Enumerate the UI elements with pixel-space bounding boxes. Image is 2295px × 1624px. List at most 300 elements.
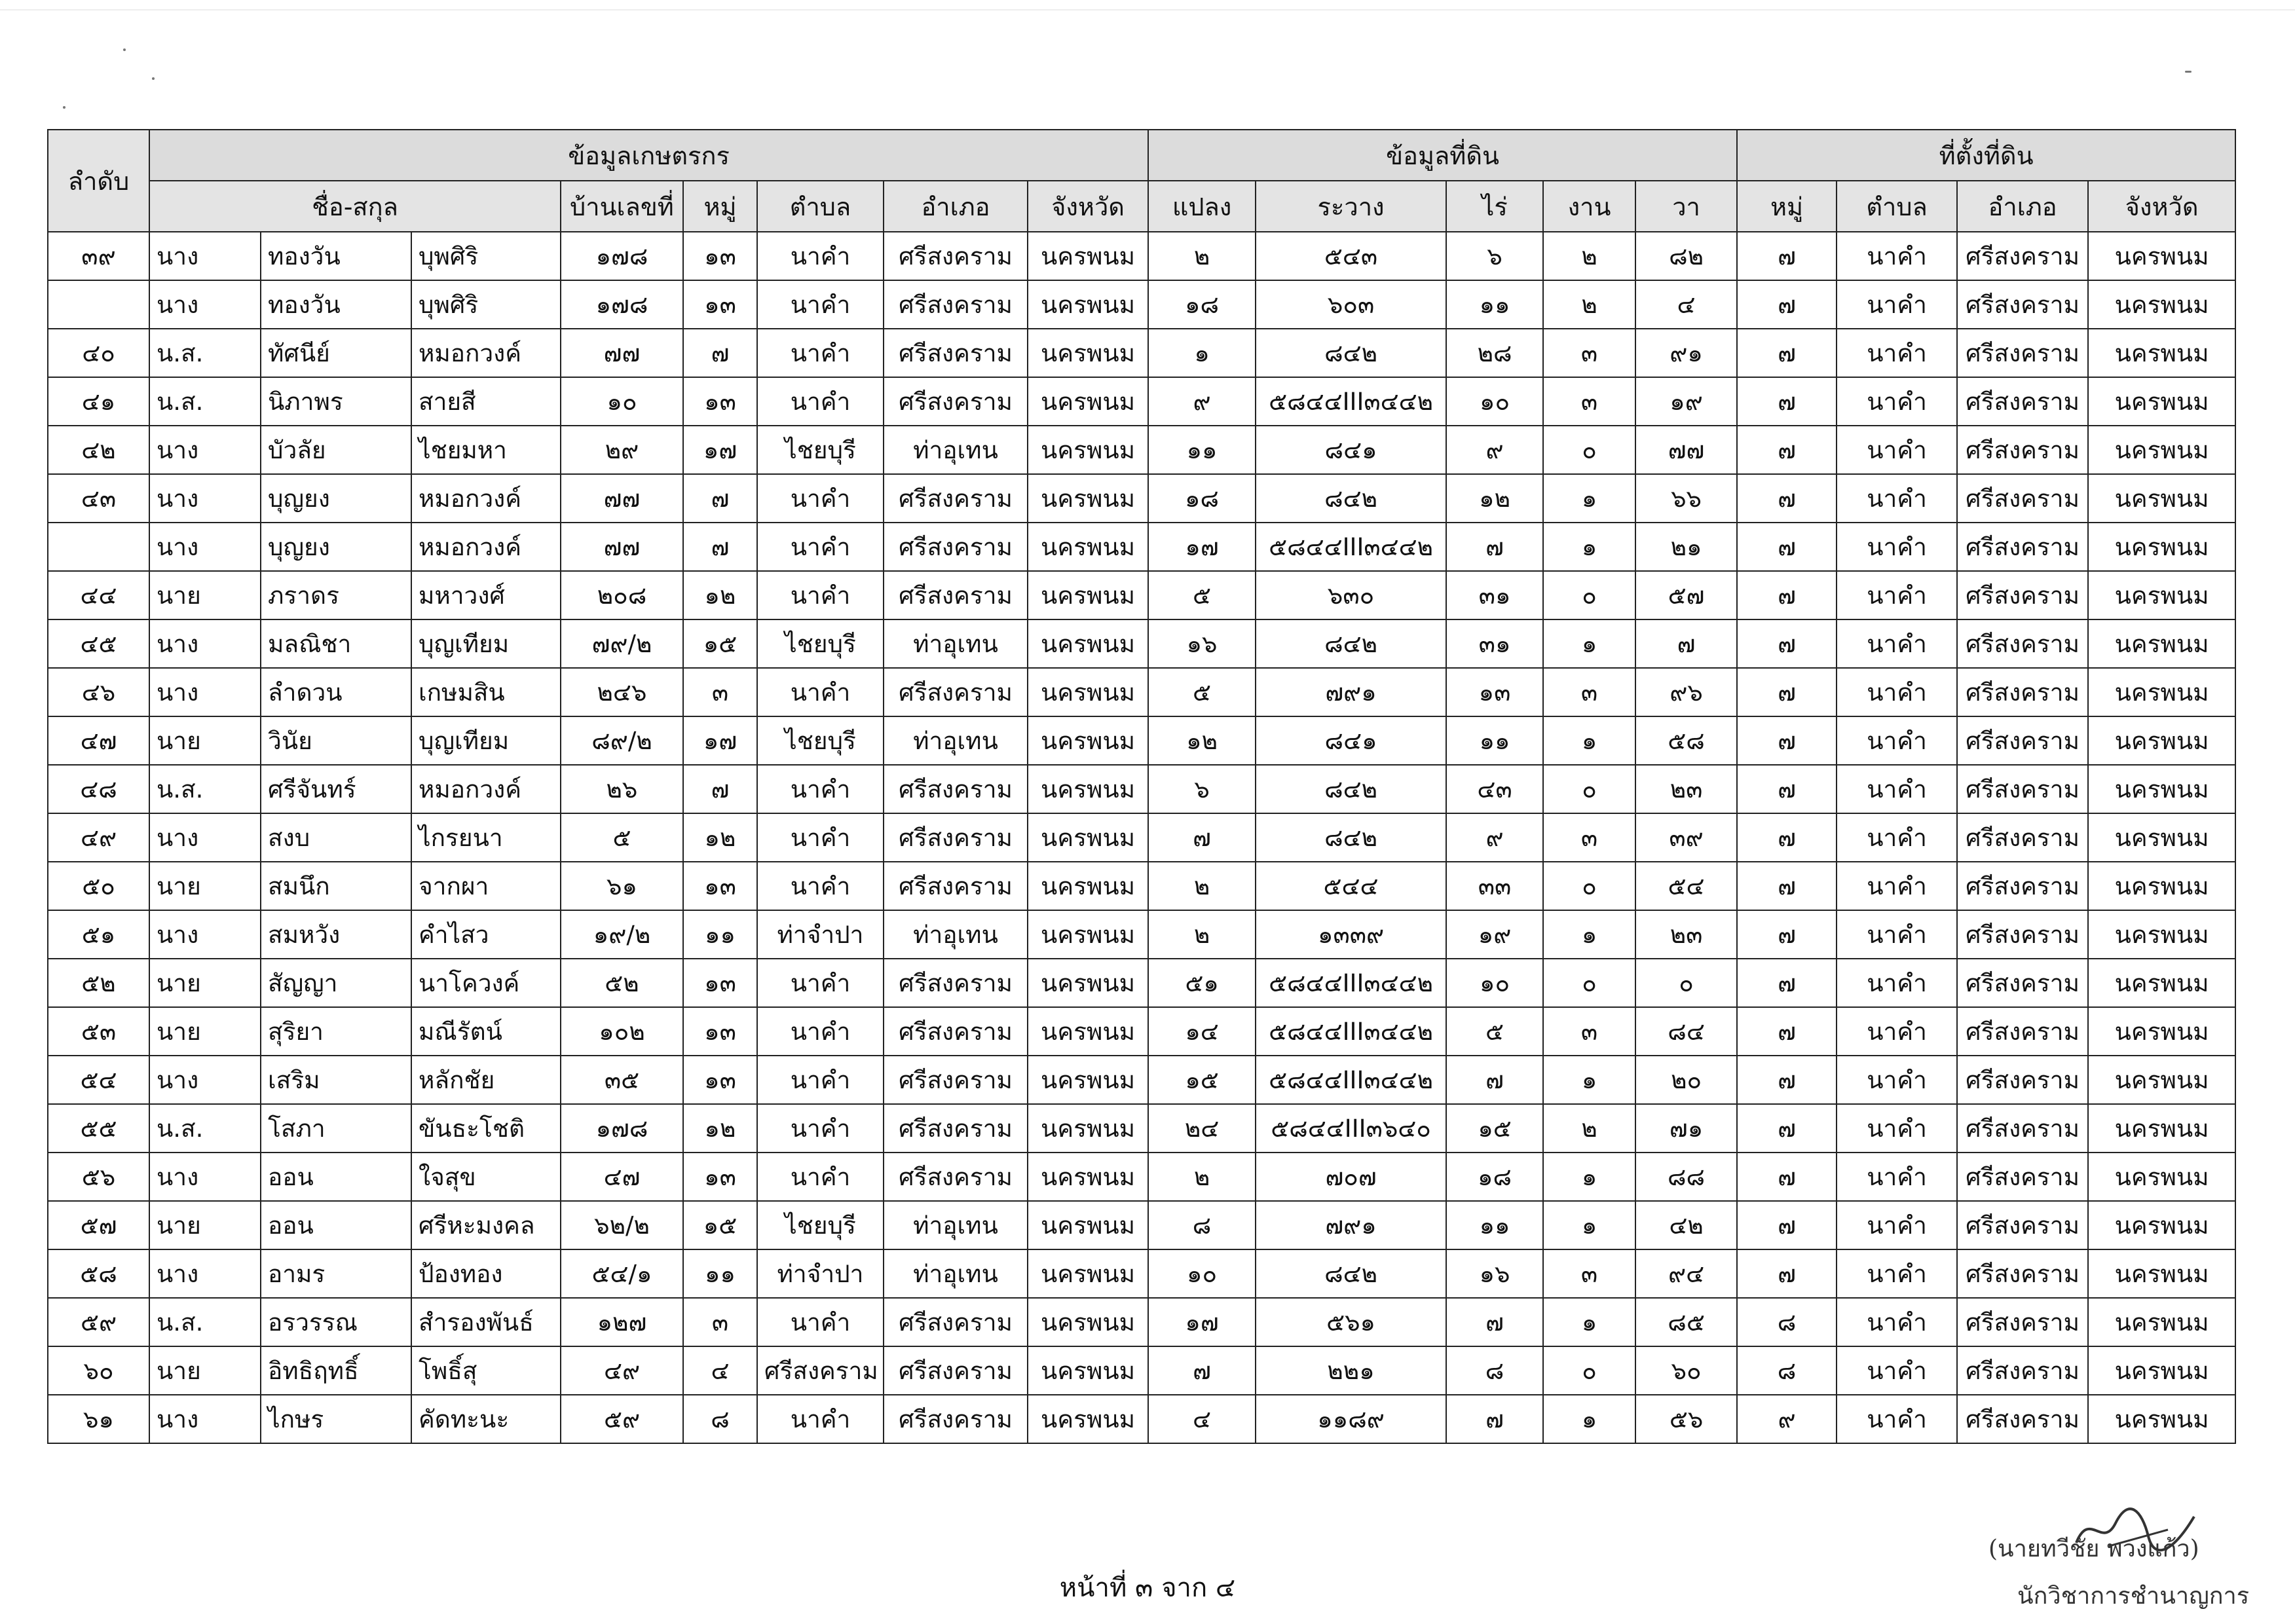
table-row <box>48 280 2235 329</box>
cell-moo: ๗ <box>683 765 757 813</box>
cell-tambon: นาคำ <box>757 1104 884 1153</box>
cell-rawang: ๖๓๐ <box>1256 571 1446 619</box>
table-row <box>48 1153 2235 1201</box>
cell-rai: ๓๑ <box>1446 619 1543 668</box>
cell-province: นครพนม <box>1028 523 1148 571</box>
cell-moo: ๑๓ <box>683 959 757 1007</box>
cell-order: ๔๙ <box>48 813 149 862</box>
cell-rawang: ๘๔๑ <box>1256 426 1446 474</box>
cell-tambon: นาคำ <box>757 571 884 619</box>
cell-last-name: นาโควงค์ <box>411 959 561 1007</box>
cell-wa: ๖๖ <box>1635 474 1737 523</box>
cell-loc-tambon: นาคำ <box>1837 765 1957 813</box>
cell-rawang: ๕๔๓ <box>1256 232 1446 280</box>
cell-rai: ๒๘ <box>1446 329 1543 377</box>
cell-title: นาง <box>149 619 261 668</box>
cell-loc-moo: ๗ <box>1737 1104 1837 1153</box>
cell-loc-tambon: นาคำ <box>1837 474 1957 523</box>
cell-loc-moo: ๗ <box>1737 1056 1837 1104</box>
cell-loc-amphoe: ศรีสงคราม <box>1957 1104 2088 1153</box>
header-plot: แปลง <box>1148 181 1256 232</box>
cell-moo: ๑๓ <box>683 280 757 329</box>
cell-amphoe: ศรีสงคราม <box>884 1007 1028 1056</box>
cell-province: นครพนม <box>1028 1201 1148 1249</box>
cell-loc-province: นครพนม <box>2088 426 2235 474</box>
table-row <box>48 1007 2235 1056</box>
cell-moo: ๗ <box>683 523 757 571</box>
cell-amphoe: ศรีสงคราม <box>884 668 1028 716</box>
cell-first-name: ออน <box>261 1153 411 1201</box>
cell-last-name: มหาวงศ์ <box>411 571 561 619</box>
cell-title: นาง <box>149 523 261 571</box>
cell-wa: ๒๓ <box>1635 765 1737 813</box>
cell-rai: ๑๖ <box>1446 1249 1543 1298</box>
table-row <box>48 959 2235 1007</box>
cell-first-name: นิภาพร <box>261 377 411 426</box>
cell-rai: ๙ <box>1446 813 1543 862</box>
cell-loc-moo: ๘ <box>1737 1298 1837 1346</box>
cell-plot: ๑๐ <box>1148 1249 1256 1298</box>
cell-loc-province: นครพนม <box>2088 619 2235 668</box>
cell-rawang: ๕๖๑ <box>1256 1298 1446 1346</box>
cell-order: ๕๐ <box>48 862 149 910</box>
cell-tambon: นาคำ <box>757 329 884 377</box>
cell-loc-province: นครพนม <box>2088 1298 2235 1346</box>
cell-title: นาง <box>149 232 261 280</box>
cell-province: นครพนม <box>1028 280 1148 329</box>
cell-house-no: ๑๗๘ <box>561 1104 683 1153</box>
cell-rai: ๑๑ <box>1446 716 1543 765</box>
cell-wa: ๙๔ <box>1635 1249 1737 1298</box>
cell-rai: ๔๓ <box>1446 765 1543 813</box>
cell-tambon: ไชยบุรี <box>757 716 884 765</box>
cell-order <box>48 523 149 571</box>
cell-plot: ๕ <box>1148 571 1256 619</box>
cell-province: นครพนม <box>1028 474 1148 523</box>
cell-moo: ๑๓ <box>683 862 757 910</box>
scan-speck <box>152 77 155 80</box>
cell-wa: ๔ <box>1635 280 1737 329</box>
cell-loc-tambon: นาคำ <box>1837 862 1957 910</box>
cell-title: นาง <box>149 280 261 329</box>
cell-loc-amphoe: ศรีสงคราม <box>1957 474 2088 523</box>
cell-plot: ๒ <box>1148 232 1256 280</box>
cell-province: นครพนม <box>1028 813 1148 862</box>
cell-plot: ๖ <box>1148 765 1256 813</box>
cell-loc-province: นครพนม <box>2088 668 2235 716</box>
cell-plot: ๒ <box>1148 862 1256 910</box>
cell-order: ๕๖ <box>48 1153 149 1201</box>
cell-amphoe: ท่าอุเทน <box>884 910 1028 959</box>
cell-province: นครพนม <box>1028 1056 1148 1104</box>
cell-title: นาง <box>149 813 261 862</box>
cell-rawang: ๕๔๔ <box>1256 862 1446 910</box>
cell-loc-tambon: นาคำ <box>1837 619 1957 668</box>
cell-province: นครพนม <box>1028 1346 1148 1395</box>
cell-last-name: ไชยมหา <box>411 426 561 474</box>
cell-last-name: บุญเทียม <box>411 619 561 668</box>
cell-loc-tambon: นาคำ <box>1837 1153 1957 1201</box>
cell-ngan: ๑ <box>1543 619 1635 668</box>
cell-ngan: ๑ <box>1543 1201 1635 1249</box>
cell-first-name: อามร <box>261 1249 411 1298</box>
cell-plot: ๕ <box>1148 668 1256 716</box>
cell-house-no: ๕๒ <box>561 959 683 1007</box>
cell-title: นาย <box>149 1201 261 1249</box>
cell-first-name: ทองวัน <box>261 232 411 280</box>
cell-ngan: ๓ <box>1543 377 1635 426</box>
cell-order: ๕๗ <box>48 1201 149 1249</box>
cell-rawang: ๕๘๔๔III๓๔๔๒ <box>1256 377 1446 426</box>
cell-loc-moo: ๗ <box>1737 1249 1837 1298</box>
cell-first-name: ทองวัน <box>261 280 411 329</box>
cell-rai: ๕ <box>1446 1007 1543 1056</box>
cell-house-no: ๑๗๘ <box>561 232 683 280</box>
cell-loc-tambon: นาคำ <box>1837 1007 1957 1056</box>
cell-title: นาง <box>149 426 261 474</box>
cell-amphoe: ศรีสงคราม <box>884 232 1028 280</box>
cell-loc-province: นครพนม <box>2088 474 2235 523</box>
cell-rai: ๑๑ <box>1446 1201 1543 1249</box>
cell-loc-tambon: นาคำ <box>1837 716 1957 765</box>
cell-loc-moo: ๗ <box>1737 959 1837 1007</box>
cell-moo: ๑๓ <box>683 377 757 426</box>
cell-last-name: บุพศิริ <box>411 232 561 280</box>
cell-first-name: อรวรรณ <box>261 1298 411 1346</box>
signer-position: นักวิชาการชำนาญการ <box>2017 1583 2250 1610</box>
table-row <box>48 716 2235 765</box>
cell-loc-amphoe: ศรีสงคราม <box>1957 619 2088 668</box>
header-name: ชื่อ-สกุล <box>149 181 561 232</box>
cell-rai: ๗ <box>1446 1298 1543 1346</box>
cell-first-name: สมนึก <box>261 862 411 910</box>
cell-moo: ๑๓ <box>683 1007 757 1056</box>
cell-order: ๕๕ <box>48 1104 149 1153</box>
cell-loc-amphoe: ศรีสงคราม <box>1957 1056 2088 1104</box>
cell-loc-province: นครพนม <box>2088 862 2235 910</box>
cell-plot: ๑๗ <box>1148 1298 1256 1346</box>
cell-rawang: ๘๔๒ <box>1256 813 1446 862</box>
cell-ngan: ๑ <box>1543 1153 1635 1201</box>
cell-loc-tambon: นาคำ <box>1837 813 1957 862</box>
cell-loc-amphoe: ศรีสงคราม <box>1957 1201 2088 1249</box>
cell-loc-province: นครพนม <box>2088 377 2235 426</box>
cell-wa: ๑๙ <box>1635 377 1737 426</box>
cell-loc-amphoe: ศรีสงคราม <box>1957 959 2088 1007</box>
header-rawang: ระวาง <box>1256 181 1446 232</box>
cell-loc-province: นครพนม <box>2088 1153 2235 1201</box>
table-row <box>48 523 2235 571</box>
cell-loc-tambon: นาคำ <box>1837 668 1957 716</box>
cell-plot: ๕๑ <box>1148 959 1256 1007</box>
cell-loc-amphoe: ศรีสงคราม <box>1957 1298 2088 1346</box>
table-row <box>48 910 2235 959</box>
cell-rawang: ๕๘๔๔III๓๔๔๒ <box>1256 523 1446 571</box>
cell-last-name: หลักชัย <box>411 1056 561 1104</box>
cell-loc-tambon: นาคำ <box>1837 571 1957 619</box>
cell-rawang: ๘๔๒ <box>1256 474 1446 523</box>
cell-amphoe: ศรีสงคราม <box>884 474 1028 523</box>
cell-house-no: ๑๒๗ <box>561 1298 683 1346</box>
cell-loc-moo: ๗ <box>1737 716 1837 765</box>
cell-house-no: ๒๖ <box>561 765 683 813</box>
cell-province: นครพนม <box>1028 232 1148 280</box>
scan-speck <box>2185 71 2192 73</box>
cell-tambon: ไชยบุรี <box>757 619 884 668</box>
cell-tambon: นาคำ <box>757 959 884 1007</box>
cell-ngan: ๑ <box>1543 910 1635 959</box>
table-row <box>48 619 2235 668</box>
header-group-land: ข้อมูลที่ดิน <box>1148 130 1737 181</box>
cell-moo: ๓ <box>683 1298 757 1346</box>
cell-loc-tambon: นาคำ <box>1837 1395 1957 1443</box>
cell-order: ๕๔ <box>48 1056 149 1104</box>
cell-rawang: ๕๘๔๔III๓๔๔๒ <box>1256 1007 1446 1056</box>
cell-province: นครพนม <box>1028 571 1148 619</box>
cell-last-name: ขันธะโชติ <box>411 1104 561 1153</box>
table-row <box>48 232 2235 280</box>
cell-loc-amphoe: ศรีสงคราม <box>1957 1153 2088 1201</box>
cell-title: นาย <box>149 1007 261 1056</box>
cell-loc-moo: ๗ <box>1737 910 1837 959</box>
header-loc-amphoe: อำเภอ <box>1957 181 2088 232</box>
cell-loc-moo: ๗ <box>1737 329 1837 377</box>
cell-wa: ๗ <box>1635 619 1737 668</box>
cell-amphoe: ท่าอุเทน <box>884 1201 1028 1249</box>
cell-tambon: ท่าจำปา <box>757 910 884 959</box>
table-row <box>48 765 2235 813</box>
header-loc-province: จังหวัด <box>2088 181 2235 232</box>
cell-loc-province: นครพนม <box>2088 329 2235 377</box>
cell-house-no: ๕๔/๑ <box>561 1249 683 1298</box>
cell-rawang: ๘๔๑ <box>1256 716 1446 765</box>
cell-province: นครพนม <box>1028 1153 1148 1201</box>
cell-house-no: ๑๐๒ <box>561 1007 683 1056</box>
cell-loc-amphoe: ศรีสงคราม <box>1957 280 2088 329</box>
table-row <box>48 1104 2235 1153</box>
cell-last-name: ใจสุข <box>411 1153 561 1201</box>
cell-rai: ๓๓ <box>1446 862 1543 910</box>
cell-title: นาง <box>149 668 261 716</box>
cell-tambon: นาคำ <box>757 862 884 910</box>
cell-moo: ๑๑ <box>683 910 757 959</box>
cell-first-name: สงบ <box>261 813 411 862</box>
cell-rai: ๑๘ <box>1446 1153 1543 1201</box>
cell-moo: ๑๒ <box>683 1104 757 1153</box>
cell-loc-province: นครพนม <box>2088 1346 2235 1395</box>
cell-loc-province: นครพนม <box>2088 765 2235 813</box>
cell-rawang: ๖๐๓ <box>1256 280 1446 329</box>
cell-province: นครพนม <box>1028 1298 1148 1346</box>
scan-speck <box>63 106 65 109</box>
cell-ngan: ๑ <box>1543 1056 1635 1104</box>
cell-last-name: บุญเทียม <box>411 716 561 765</box>
cell-order: ๕๓ <box>48 1007 149 1056</box>
cell-province: นครพนม <box>1028 862 1148 910</box>
cell-order: ๔๕ <box>48 619 149 668</box>
cell-house-no: ๑๙/๒ <box>561 910 683 959</box>
cell-wa: ๘๕ <box>1635 1298 1737 1346</box>
cell-order: ๔๒ <box>48 426 149 474</box>
cell-ngan: ๓ <box>1543 329 1635 377</box>
cell-loc-tambon: นาคำ <box>1837 1346 1957 1395</box>
cell-ngan: ๐ <box>1543 571 1635 619</box>
table-row <box>48 1298 2235 1346</box>
cell-loc-moo: ๗ <box>1737 280 1837 329</box>
cell-rawang: ๒๒๑ <box>1256 1346 1446 1395</box>
cell-amphoe: ศรีสงคราม <box>884 1056 1028 1104</box>
cell-order: ๖๐ <box>48 1346 149 1395</box>
cell-loc-moo: ๗ <box>1737 474 1837 523</box>
cell-moo: ๗ <box>683 329 757 377</box>
cell-amphoe: ศรีสงคราม <box>884 959 1028 1007</box>
cell-moo: ๔ <box>683 1346 757 1395</box>
cell-loc-moo: ๗ <box>1737 1153 1837 1201</box>
cell-order: ๔๖ <box>48 668 149 716</box>
farmer-land-table <box>47 129 2236 1444</box>
cell-order: ๕๘ <box>48 1249 149 1298</box>
cell-rawang: ๘๔๒ <box>1256 619 1446 668</box>
header-amphoe: อำเภอ <box>884 181 1028 232</box>
cell-amphoe: ศรีสงคราม <box>884 1346 1028 1395</box>
cell-loc-tambon: นาคำ <box>1837 959 1957 1007</box>
cell-house-no: ๔๙ <box>561 1346 683 1395</box>
cell-amphoe: ศรีสงคราม <box>884 1104 1028 1153</box>
cell-plot: ๑๗ <box>1148 523 1256 571</box>
cell-first-name: สมหวัง <box>261 910 411 959</box>
cell-loc-amphoe: ศรีสงคราม <box>1957 571 2088 619</box>
cell-last-name: คำไสว <box>411 910 561 959</box>
cell-plot: ๑๘ <box>1148 280 1256 329</box>
cell-amphoe: ท่าอุเทน <box>884 619 1028 668</box>
table-row <box>48 1395 2235 1443</box>
cell-plot: ๑๘ <box>1148 474 1256 523</box>
cell-tambon: ท่าจำปา <box>757 1249 884 1298</box>
cell-loc-moo: ๘ <box>1737 1346 1837 1395</box>
cell-title: นาง <box>149 1395 261 1443</box>
cell-loc-amphoe: ศรีสงคราม <box>1957 862 2088 910</box>
cell-amphoe: ศรีสงคราม <box>884 377 1028 426</box>
cell-loc-amphoe: ศรีสงคราม <box>1957 813 2088 862</box>
cell-house-no: ๗๗ <box>561 523 683 571</box>
cell-loc-amphoe: ศรีสงคราม <box>1957 1249 2088 1298</box>
cell-title: นาย <box>149 1346 261 1395</box>
cell-house-no: ๖๑ <box>561 862 683 910</box>
cell-first-name: บุญยง <box>261 523 411 571</box>
signature-block <box>1978 1504 2253 1621</box>
cell-order: ๖๑ <box>48 1395 149 1443</box>
cell-amphoe: ศรีสงคราม <box>884 862 1028 910</box>
cell-province: นครพนม <box>1028 426 1148 474</box>
cell-loc-province: นครพนม <box>2088 1201 2235 1249</box>
header-house-no: บ้านเลขที่ <box>561 181 683 232</box>
cell-tambon: ศรีสงคราม <box>757 1346 884 1395</box>
cell-loc-amphoe: ศรีสงคราม <box>1957 232 2088 280</box>
cell-loc-tambon: นาคำ <box>1837 1056 1957 1104</box>
header-wa: วา <box>1635 181 1737 232</box>
cell-loc-amphoe: ศรีสงคราม <box>1957 523 2088 571</box>
cell-loc-moo: ๗ <box>1737 426 1837 474</box>
cell-rai: ๑๓ <box>1446 668 1543 716</box>
cell-wa: ๙๖ <box>1635 668 1737 716</box>
cell-last-name: ศรีหะมงคล <box>411 1201 561 1249</box>
cell-house-no: ๗๗ <box>561 474 683 523</box>
cell-rawang: ๑๓๓๙ <box>1256 910 1446 959</box>
cell-last-name: โพธิ์สุ <box>411 1346 561 1395</box>
header-row-groups <box>48 130 2235 181</box>
cell-amphoe: ศรีสงคราม <box>884 571 1028 619</box>
header-loc-moo: หมู่ <box>1737 181 1837 232</box>
cell-amphoe: ศรีสงคราม <box>884 1153 1028 1201</box>
cell-loc-province: นครพนม <box>2088 523 2235 571</box>
cell-loc-amphoe: ศรีสงคราม <box>1957 668 2088 716</box>
cell-tambon: นาคำ <box>757 377 884 426</box>
cell-title: นาย <box>149 959 261 1007</box>
cell-rawang: ๗๙๑ <box>1256 1201 1446 1249</box>
cell-wa: ๙๑ <box>1635 329 1737 377</box>
cell-rai: ๑๐ <box>1446 959 1543 1007</box>
cell-rai: ๙ <box>1446 426 1543 474</box>
cell-first-name: วินัย <box>261 716 411 765</box>
cell-house-no: ๒๐๘ <box>561 571 683 619</box>
cell-wa: ๗๑ <box>1635 1104 1737 1153</box>
cell-first-name: อิทธิฤทธิ์ <box>261 1346 411 1395</box>
cell-moo: ๑๒ <box>683 571 757 619</box>
cell-wa: ๒๐ <box>1635 1056 1737 1104</box>
cell-title: นาง <box>149 1153 261 1201</box>
cell-rai: ๑๕ <box>1446 1104 1543 1153</box>
cell-tambon: นาคำ <box>757 474 884 523</box>
farmer-land-table-container <box>47 129 2236 1444</box>
cell-rawang: ๗๙๑ <box>1256 668 1446 716</box>
cell-loc-tambon: นาคำ <box>1837 1298 1957 1346</box>
cell-first-name: ลำดวน <box>261 668 411 716</box>
cell-title: น.ส. <box>149 1104 261 1153</box>
cell-amphoe: ศรีสงคราม <box>884 765 1028 813</box>
cell-rai: ๓๑ <box>1446 571 1543 619</box>
cell-province: นครพนม <box>1028 329 1148 377</box>
cell-last-name: สำรองพันธ์ <box>411 1298 561 1346</box>
cell-loc-tambon: นาคำ <box>1837 1201 1957 1249</box>
cell-ngan: ๑ <box>1543 1298 1635 1346</box>
cell-tambon: นาคำ <box>757 813 884 862</box>
cell-tambon: ไชยบุรี <box>757 1201 884 1249</box>
cell-moo: ๑๓ <box>683 1153 757 1201</box>
cell-loc-province: นครพนม <box>2088 232 2235 280</box>
cell-moo: ๗ <box>683 474 757 523</box>
cell-rai: ๗ <box>1446 1056 1543 1104</box>
cell-title: น.ส. <box>149 329 261 377</box>
cell-tambon: นาคำ <box>757 232 884 280</box>
cell-ngan: ๒ <box>1543 280 1635 329</box>
cell-province: นครพนม <box>1028 668 1148 716</box>
scan-speck <box>123 48 126 51</box>
cell-loc-moo: ๗ <box>1737 765 1837 813</box>
cell-title: นาง <box>149 910 261 959</box>
cell-wa: ๕๔ <box>1635 862 1737 910</box>
cell-plot: ๗ <box>1148 813 1256 862</box>
header-ngan: งาน <box>1543 181 1635 232</box>
cell-first-name: ไกษร <box>261 1395 411 1443</box>
cell-last-name: หมอกวงค์ <box>411 329 561 377</box>
cell-plot: ๑๖ <box>1148 619 1256 668</box>
header-row-columns <box>48 181 2235 232</box>
header-loc-tambon: ตำบล <box>1837 181 1957 232</box>
cell-moo: ๑๗ <box>683 426 757 474</box>
header-tambon: ตำบล <box>757 181 884 232</box>
cell-last-name: หมอกวงค์ <box>411 765 561 813</box>
cell-moo: ๑๗ <box>683 716 757 765</box>
